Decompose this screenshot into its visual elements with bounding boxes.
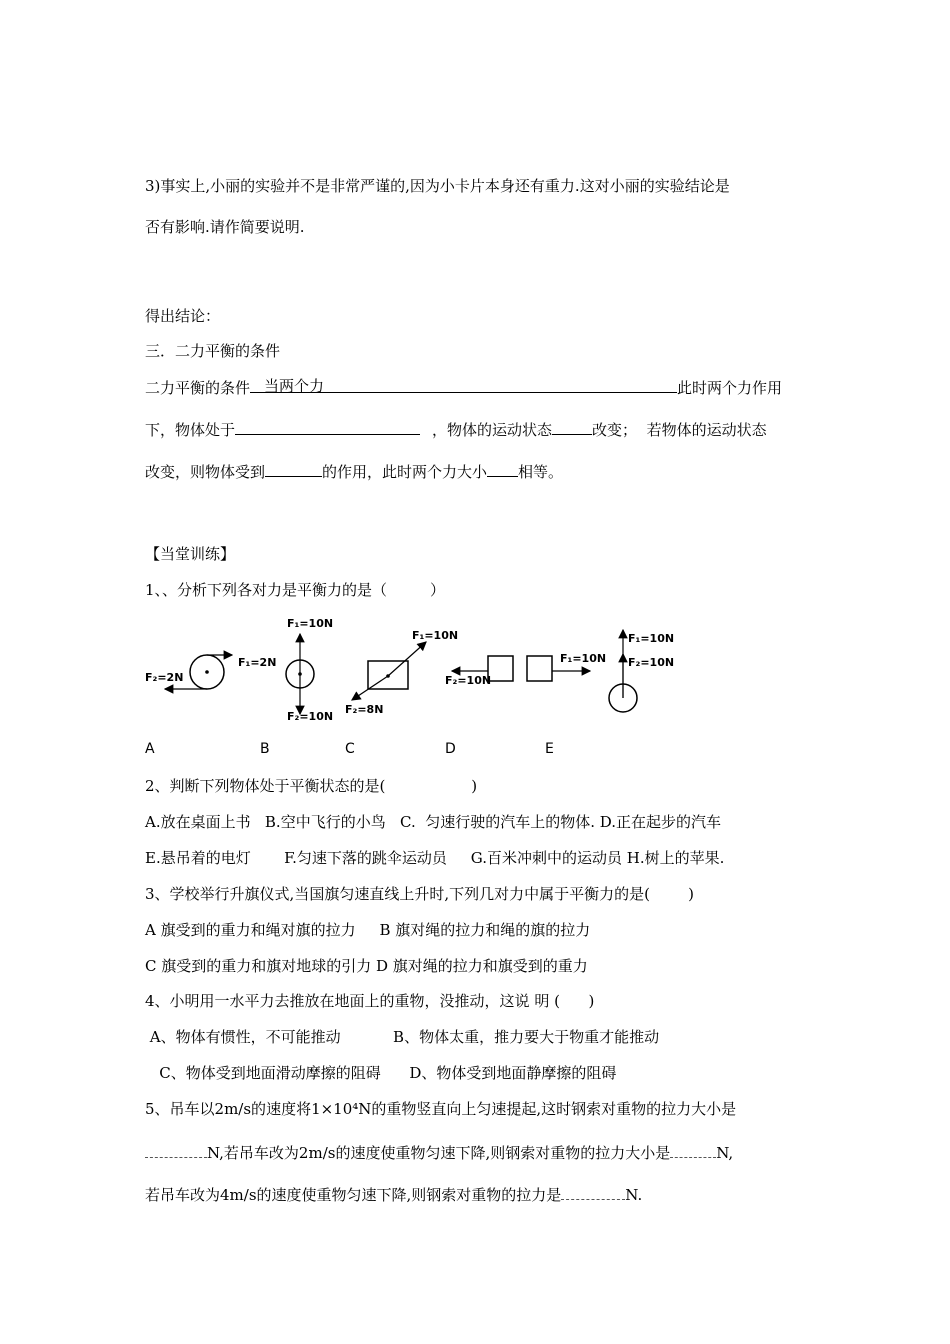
a-f1-label: F₁=2N — [238, 656, 277, 669]
d-f2-label: F₂=10N — [445, 674, 492, 687]
q3-options-line1: A 旗受到的重力和绳对旗的拉力 B 旗对绳的拉力和绳的旗的拉力 — [145, 921, 591, 939]
condition3-text-end: 相等。 — [518, 463, 564, 481]
condition-line1 — [145, 376, 782, 398]
b-f1-label: F₁=10N — [287, 617, 334, 630]
training-title: 【当堂训练】 — [145, 545, 236, 563]
diagram-d — [445, 652, 606, 687]
q3-text-line2: 否有影响.请作简要说明. — [145, 218, 305, 236]
q3-question: 3、学校举行升旗仪式,当国旗匀速直线上升时,下列几对力中属于平衡力的是( ) — [145, 885, 694, 903]
conclusion-label: 得出结论： — [145, 307, 221, 325]
option-e-label: E — [545, 741, 554, 757]
q5-blank-3[interactable] — [561, 1183, 625, 1200]
c-f2-label: F₂=8N — [345, 703, 384, 716]
option-d-label: D — [445, 741, 456, 757]
e-f1-label: F₁=10N — [628, 632, 675, 645]
q5-blank-2[interactable] — [670, 1141, 716, 1158]
q5-line3 — [145, 1183, 642, 1205]
q5-blank-1[interactable] — [145, 1141, 207, 1158]
q5-line1: 5、吊车以2m/s的速度将1×10⁴N的重物竖直向上匀速提起,这时钢索对重物的拉力大小是 — [145, 1100, 737, 1118]
q3-options-line2: C 旗受到的重力和旗对地球的引力 D 旗对绳的拉力和旗受到的重力 — [145, 957, 588, 975]
option-b-label: B — [260, 741, 270, 757]
option-c-label: C — [345, 741, 355, 757]
diagram-a — [145, 655, 276, 689]
condition2-text-end: 改变； 若物体的运动状态 — [592, 421, 767, 439]
condition-fill-blank[interactable] — [252, 376, 677, 393]
option-a-label: A — [145, 741, 155, 757]
condition-line3 — [145, 460, 563, 482]
q2-options-line2: E.悬吊着的电灯 F.匀速下落的跳伞运动员 G.百米冲刺中的运动员 H.树上的苹果. — [145, 849, 725, 867]
diagram-c — [345, 629, 458, 716]
q5-line3-text: 若吊车改为4m/s的速度使重物匀速下降,则钢索对重物的拉力是 — [145, 1186, 562, 1204]
q2-text: 2、判断下列物体处于平衡状态的是( ) — [145, 777, 478, 795]
a-f2-label: F₂=2N — [145, 671, 184, 684]
condition-blank-text: 当两个力 — [264, 377, 325, 395]
q1-text: 1、、分析下列各对力是平衡力的是（ ） — [145, 581, 445, 599]
q5-line2-text: N,若吊车改为2m/s的速度使重物匀速下降,则钢索对重物的拉力大小是 — [207, 1144, 671, 1162]
size-blank[interactable] — [487, 460, 518, 477]
diagram-e — [609, 630, 674, 712]
q4-question: 4、小明用一水平力去推放在地面上的重物，没推动，这说 明 ( ) — [145, 992, 595, 1010]
condition-text: 二力平衡的条件 — [145, 379, 251, 397]
b-f2-label: F₂=10N — [287, 710, 334, 723]
state-blank[interactable] — [235, 418, 420, 435]
q3-text-line1: 3)事实上,小丽的实验并不是非常严谨的,因为小卡片本身还有重力.这对小丽的实验结论是 — [145, 177, 730, 195]
motion-blank[interactable] — [552, 418, 592, 435]
condition3-text: 改变，则物体受到 — [145, 463, 266, 481]
q5-line3-unit: N. — [625, 1186, 643, 1204]
q5-line2-unit: N, — [716, 1144, 734, 1162]
diagram-b — [286, 617, 333, 723]
force-diagrams — [0, 614, 950, 734]
q4-options-line1: A、物体有惯性，不可能推动 B、物体太重，推力要大于物重才能推动 — [145, 1028, 660, 1046]
condition2-text-mid: ，物体的运动状态 — [432, 421, 553, 439]
condition-line2 — [145, 418, 767, 440]
force-blank[interactable] — [265, 460, 322, 477]
section3-title: 三．二力平衡的条件 — [145, 342, 281, 360]
q4-options-line2: C、物体受到地面滑动摩擦的阻碍 D、物体受到地面静摩擦的阻碍 — [145, 1064, 617, 1082]
q2-options-line1: A.放在桌面上书 B.空中飞行的小鸟 C. 匀速行驶的汽车上的物体. D.正在起步的汽车 — [145, 813, 722, 831]
q5-line2 — [145, 1141, 733, 1163]
condition2-text: 下，物体处于 — [145, 421, 236, 439]
c-f1-label: F₁=10N — [412, 629, 459, 642]
d-f1-label: F₁=10N — [560, 652, 607, 665]
condition-text-end: 此时两个力作用 — [677, 379, 783, 397]
e-f2-label: F₂=10N — [628, 656, 675, 669]
condition3-text-mid: 的作用，此时两个力大小 — [322, 463, 488, 481]
